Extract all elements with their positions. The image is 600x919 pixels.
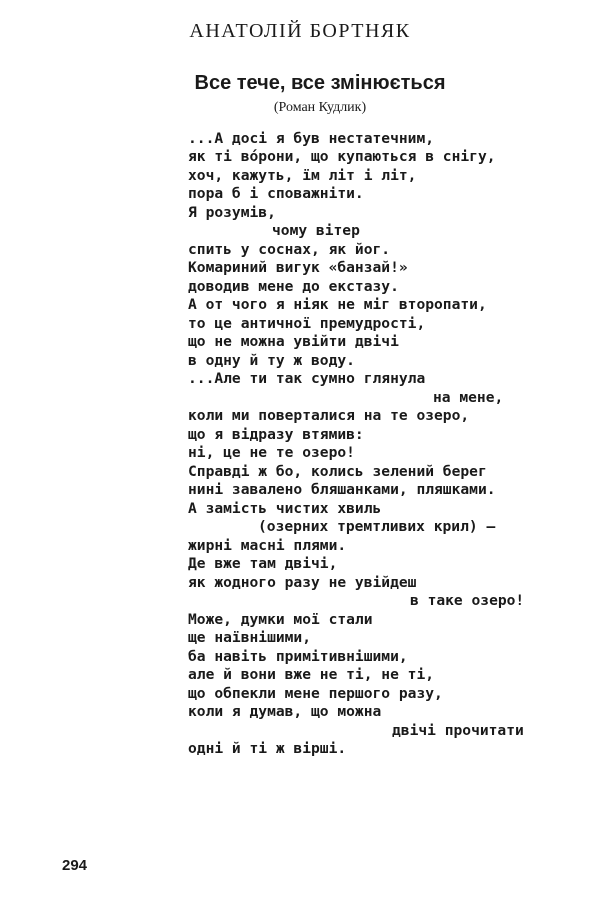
poem-line: коли я думав, що можна	[188, 703, 382, 720]
poem-line: ба навіть примітивнішими,	[188, 648, 408, 665]
poem-line: нині завалено бляшанками, пляшками.	[188, 481, 496, 498]
poem-line: спить у соснах, як йог.	[188, 241, 391, 258]
poem-line: А замість чистих хвиль	[188, 500, 382, 517]
poem-line: що обпекли мене першого разу,	[188, 685, 443, 702]
poem-line: Справді ж бо, колись зелений берег	[188, 463, 487, 480]
poem-line: ще наївнішими,	[188, 629, 312, 646]
poem-line: ...А досі я був нестатечним,	[188, 130, 435, 147]
poem-line: (озерних тремтливих крил) —	[258, 518, 496, 535]
poem-line: пора б і споважніти.	[188, 185, 364, 202]
poem-line: жирні масні плями.	[188, 537, 347, 554]
poem-line: двічі прочитати	[392, 722, 524, 739]
poem-line: в одну й ту ж воду.	[188, 352, 355, 369]
poem-line: хоч, кажуть, їм літ і літ,	[188, 167, 417, 184]
poem-translator: (Роман Кудлик)	[273, 100, 367, 115]
poem-line: Я розумів,	[188, 204, 276, 221]
poem-line: що не можна увійти двічі	[188, 333, 399, 350]
poem-line: на мене,	[433, 389, 504, 406]
running-head-author: АНАТОЛІЙ БОРТНЯК	[189, 20, 411, 42]
poem-line: Може, думки мої стали	[188, 611, 373, 628]
poem-line: в таке озеро!	[410, 592, 525, 609]
poem-line: то це античної премудрості,	[188, 315, 426, 332]
poem-title: Все тече, все змінюється	[194, 72, 446, 94]
poem-line: чому вітер	[272, 222, 360, 239]
page-number: 294	[62, 857, 88, 874]
poem-line: Де вже там двічі,	[188, 555, 338, 572]
poem-line: ...Але ти так сумно глянула	[188, 370, 426, 387]
poem-line: одні й ті ж вірші.	[188, 740, 347, 757]
poem-line: що я відразу втямив:	[188, 426, 364, 443]
poem-line: доводив мене до екстазу.	[188, 278, 399, 295]
poem-line: Комариний вигук «банзай!»	[188, 259, 408, 276]
poem-line: як жодного разу не увійдеш	[188, 574, 417, 591]
poem-line: А от чого я ніяк не міг второпати,	[188, 296, 487, 313]
poem-line: але й вони вже не ті, не ті,	[188, 666, 435, 683]
poem-line: як ті во́рони, що купаються в снігу,	[188, 148, 496, 165]
poem-line: коли ми поверталися на те озеро,	[188, 407, 470, 424]
poem-line: ні, це не те озеро!	[188, 444, 355, 461]
